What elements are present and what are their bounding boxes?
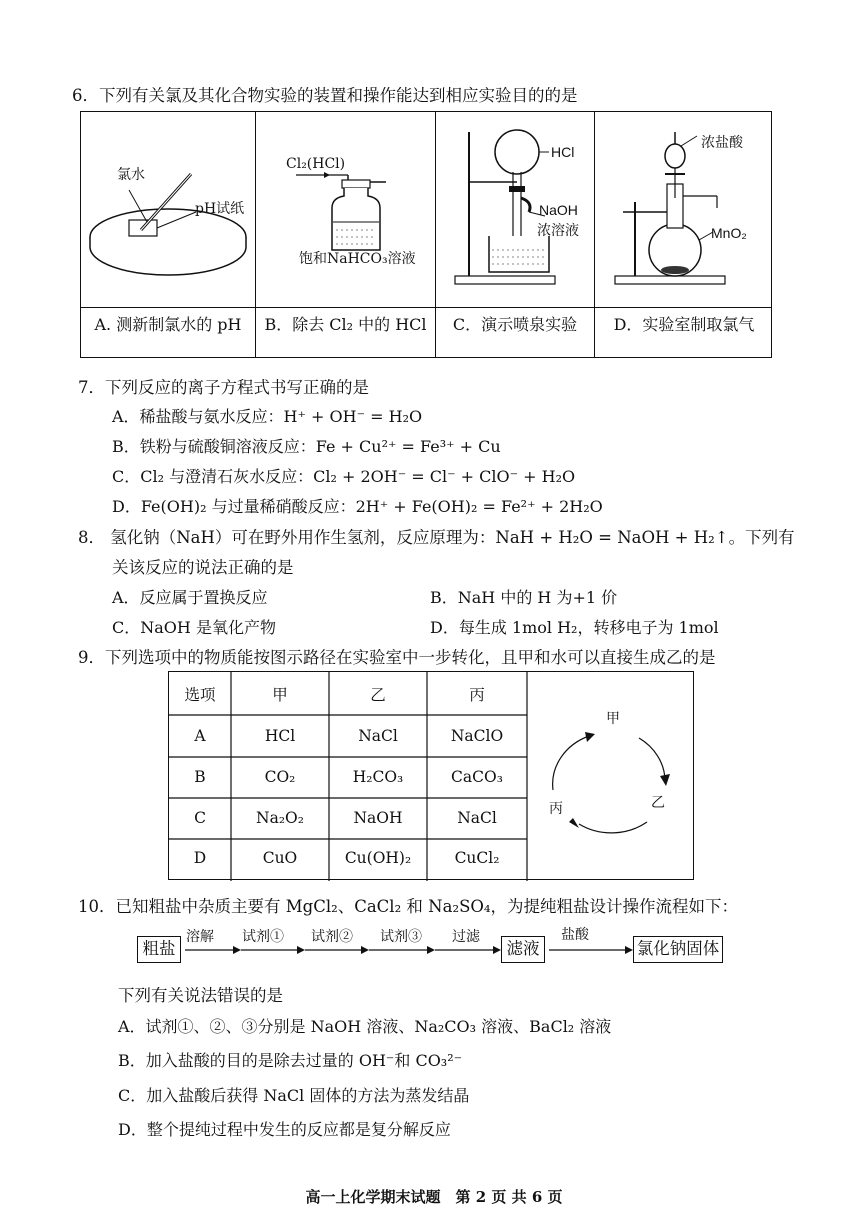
naoh-label: NaOH bbox=[539, 202, 578, 218]
q7-option-d: D．Fe(OH)₂ 与过量稀硝酸反应：2H⁺ + Fe(OH)₂ = Fe²⁺ + 2H₂O bbox=[112, 497, 603, 516]
q6-caption-d: D．实验室制取氯气 bbox=[613, 315, 755, 334]
q9-stem: 9．下列选项中的物质能按图示路径在实验室中一步转化，且甲和水可以直接生成乙的是 bbox=[78, 648, 716, 667]
q6-divider bbox=[81, 307, 771, 308]
q9-header-jia: 甲 bbox=[272, 686, 288, 704]
q8-option-d: D．每生成 1mol H₂，转移电子为 1mol bbox=[430, 618, 719, 637]
q9-cell: CuO bbox=[262, 849, 298, 867]
q9-header-bing: 丙 bbox=[469, 686, 485, 704]
q7-option-b: B．铁粉与硫酸铜溶液反应：Fe + Cu²⁺ = Fe³⁺ + Cu bbox=[112, 437, 501, 456]
conc-hcl-label: 浓盐酸 bbox=[701, 135, 743, 151]
q9-table bbox=[168, 671, 694, 880]
q6-figure-table bbox=[80, 111, 772, 358]
q9-cell: CO₂ bbox=[264, 768, 296, 786]
q7-stem: 7．下列反应的离子方程式书写正确的是 bbox=[78, 378, 369, 397]
flow-step-reagent2: 试剂② bbox=[311, 929, 353, 945]
q9-cell: Cu(OH)₂ bbox=[344, 849, 412, 867]
q8-stem-line2: 关该反应的说法正确的是 bbox=[112, 558, 294, 577]
q9-cell: B bbox=[194, 768, 206, 786]
q9-cell: NaClO bbox=[450, 727, 504, 745]
cycle-yi-label: 乙 bbox=[651, 795, 665, 811]
q8-option-b: B．NaH 中的 H 为+1 价 bbox=[430, 588, 618, 607]
ph-paper-label: pH试纸 bbox=[195, 201, 245, 217]
q9-cell: H₂CO₃ bbox=[352, 768, 404, 786]
q10-option-b: B．加入盐酸的目的是除去过量的 OH⁻和 CO₃²⁻ bbox=[118, 1051, 463, 1070]
q8-option-c: C．NaOH 是氧化产物 bbox=[112, 618, 276, 637]
flow-step-dissolve: 溶解 bbox=[186, 929, 214, 945]
cycle-jia-label: 甲 bbox=[606, 711, 620, 727]
q9-cell: C bbox=[194, 809, 206, 827]
q9-cell: A bbox=[194, 727, 206, 745]
chlorine-prep-figure bbox=[595, 112, 773, 307]
q9-cell: CuCl₂ bbox=[454, 849, 500, 867]
cl2-hcl-label: Cl₂(HCl) bbox=[286, 156, 346, 172]
q8-option-a: A．反应属于置换反应 bbox=[112, 588, 268, 607]
page-footer: 高一上化学期末试题 第 2 页 共 6 页 bbox=[305, 1188, 563, 1206]
q9-cell: Na₂O₂ bbox=[256, 809, 304, 827]
q10-option-c: C．加入盐酸后获得 NaCl 固体的方法为蒸发结晶 bbox=[118, 1086, 470, 1105]
q9-cell: HCl bbox=[264, 727, 296, 745]
flow-step-filter: 过滤 bbox=[452, 929, 480, 945]
flow-crude-salt: 粗盐 bbox=[137, 936, 181, 963]
q7-option-a: A．稀盐酸与氨水反应：H⁺ + OH⁻ = H₂O bbox=[112, 407, 423, 426]
q10-option-a: A．试剂①、②、③分别是 NaOH 溶液、Na₂CO₃ 溶液、BaCl₂ 溶液 bbox=[118, 1017, 612, 1036]
hcl-label: HCl bbox=[551, 144, 575, 160]
q6-caption-c: C．演示喷泉实验 bbox=[452, 315, 578, 334]
q10-sub-stem: 下列有关说法错误的是 bbox=[118, 986, 283, 1005]
q9-cell: NaCl bbox=[457, 809, 497, 827]
q6-caption-a: A. 测新制氯水的 pH bbox=[94, 315, 242, 334]
q9-header-option: 选项 bbox=[184, 686, 216, 704]
q9-header-yi: 乙 bbox=[370, 686, 386, 704]
chlorine-water-label: 氯水 bbox=[117, 167, 145, 183]
q6-caption-b: B．除去 Cl₂ 中的 HCl bbox=[264, 315, 427, 334]
q6-stem: 6．下列有关氯及其化合物实验的装置和操作能达到相应实验目的的是 bbox=[72, 86, 578, 105]
flow-step-hcl: 盐酸 bbox=[561, 927, 589, 943]
naoh-concentrated-label: 浓溶液 bbox=[537, 223, 579, 239]
flow-step-reagent3: 试剂③ bbox=[380, 929, 422, 945]
flow-filtrate: 滤液 bbox=[501, 936, 545, 963]
q9-cell: D bbox=[193, 849, 207, 867]
q9-cell: NaCl bbox=[358, 727, 398, 745]
nahco3-solution-label: 饱和NaHCO₃溶液 bbox=[299, 251, 416, 267]
q7-option-c: C．Cl₂ 与澄清石灰水反应：Cl₂ + 2OH⁻ = Cl⁻ + ClO⁻ + H₂O bbox=[112, 467, 576, 486]
q9-cell: NaOH bbox=[353, 809, 403, 827]
q10-option-d: D．整个提纯过程中发生的反应都是复分解反应 bbox=[118, 1120, 451, 1139]
q9-cell: CaCO₃ bbox=[451, 768, 503, 786]
gas-wash-bottle-figure bbox=[256, 112, 435, 307]
flow-nacl-solid: 氯化钠固体 bbox=[633, 936, 723, 963]
mno2-label: MnO₂ bbox=[711, 225, 747, 241]
q10-stem: 10．已知粗盐中杂质主要有 MgCl₂、CaCl₂ 和 Na₂SO₄，为提纯粗盐设计操作流程如下： bbox=[78, 897, 739, 916]
q8-stem-line1: 8． 氢化钠（NaH）可在野外用作生氢剂，反应原理为：NaH + H₂O = NaOH + H₂↑。下列有 bbox=[78, 528, 795, 547]
cycle-bing-label: 丙 bbox=[549, 801, 563, 817]
flow-arrows-2 bbox=[545, 920, 635, 960]
flow-step-reagent1: 试剂① bbox=[242, 929, 284, 945]
